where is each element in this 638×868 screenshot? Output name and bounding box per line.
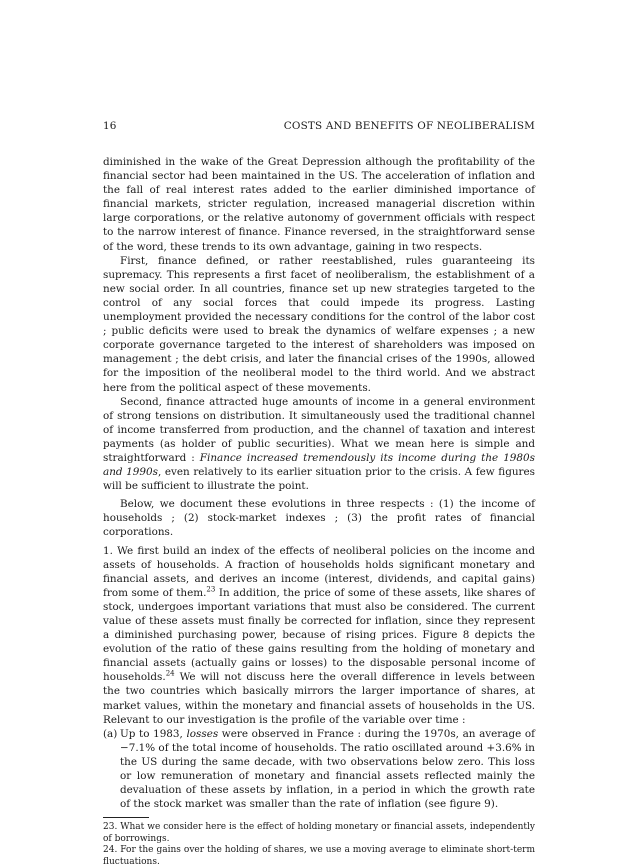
footnote-rule [103,817,149,818]
paragraph-households-index: 1. We first build an index of the effects of neoliberal policies on the income and assets of households. A fraction of households holds significant monetary and financial assets, and derives an income (interest, dividends, and capital gains) from some of them.$^{23}$ In addition, the price of some of these assets, like shares of stock, undergoes important variations that must also be considered. The current value of these assets must finally be corrected for inflation, since they represent a diminished purchasing power, because of rising prices. Figure 8 depicts the evolution of the ratio of these gains resulting from the holding of monetary and financial assets (actually gains or losses) to the disposable personal income of households.$^{24}$ We will not discuss here the overall difference in levels between the two countries which basically mirrors the larger importance of shares, at market values, within the monetary and financial assets of households in the US. Relevant to our investigation is the profile of the variable over time : [103,544,535,726]
paragraph-first-finance: First, finance defined, or rather reestablished, rules guaranteeing its supremacy. This represents a first facet of neoliberalism, the establishment of a new social order. In all countries, finance set up new strategies targeted to the control of any social forces that could impede its progress. Lasting unemployment provided the necessary conditions for the control of the labor cost ; public deficits were used to break the dynamics of welfare expenses ; a new corporate governance targeted to the interest of shareholders was imposed on management ; the debt crisis, and later the financial crises of the 1990s, allowed for the imposition of the neoliberal model to the third world. And we abstract here from the political aspect of these movements. [103,254,535,394]
page-number: 16 [103,120,117,132]
main-text [103,155,535,868]
footnote-24: 24. For the gains over the holding of shares, we use a moving average to eliminate short-term fluctuations. [103,845,535,867]
running-title: COSTS AND BENEFITS OF NEOLIBERALISM [283,120,535,132]
list-item-a [103,727,535,812]
footnote-ref-23: 23 [206,585,216,594]
emphasis-text: Finance increased tremendously its income during the 1980s and 1990s [103,451,535,479]
paragraph-document-evolutions: Below, we document these evolutions in three respects : (1) the income of households ; (2) stock-market indexes ; (3) the profit rates of financial corporations. [103,498,535,539]
paragraph-second-finance: Second, finance attracted huge amounts of income in a general environment of strong tensions on distribution. It simultaneously used the traditional channel of income transferred from production, and the channel of taxation and interest payments (as holder of public securities). What we mean here is simple and straightforward : Finance increased tremendously its income during the 1980s and 1990s, even relatively to its earlier situation prior to the crisis. A few figures will be sufficient to illustrate the point. [103,395,536,493]
paragraph-continued: diminished in the wake of the Great Depression although the profitability of the financial sector had been maintained in the US. The acceleration of inflation and the fall of real interest rates added to the earlier diminished importance of financial markets, stricter regulation, increased managerial discretion within large corporations, or the relative autonomy of government officials with respect to the narrow interest of finance. Finance reversed, in the straightforward sense of the word, these trends to its own advantage, gaining in two respects. [103,156,535,253]
list-item-text: Up to 1983, losses were observed in France : during the 1970s, an average of −7.1% of the total income of households. The ratio oscillated around +3.6% in the US during the same decade, with two observations below zero. This loss or low remuneration of monetary and financial assets reflected mainly the devaluation of these assets by inflation, in a period in which the growth rate of the stock market was smaller than the rate of inflation (see figure 9). [120,727,535,811]
running-header [103,120,535,132]
list-item-label: (a) [103,727,118,740]
footnote-ref-24: 24 [165,669,175,678]
footnote-23: 23. What we consider here is the effect of holding monetary or financial assets, independently of borrowings. [103,822,535,844]
